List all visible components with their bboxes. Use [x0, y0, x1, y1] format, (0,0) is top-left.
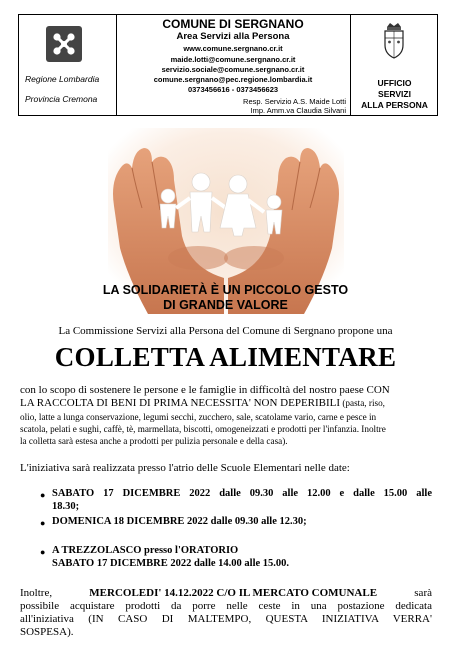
letterhead-left-cell	[19, 15, 117, 115]
comune-name: COMUNE DI SERGNANO	[162, 17, 304, 31]
bullet-icon: ●	[40, 490, 46, 500]
region-name: Regione Lombardia	[25, 74, 100, 84]
office-label-2: SERVIZI	[378, 89, 411, 99]
email-link-2[interactable]: servizio.sociale@comune.sergnano.cr.it	[161, 65, 305, 74]
body-line-4: scatola, pelati e sughi, caffè, tè, marmellata, biscotti, omogeneizzati e prodotti per l'infanzia. Inoltre	[20, 424, 386, 434]
market-line-3: all'iniziativa (IN CASO DI MALTEMPO, QUESTA INIZIATIVA VERRA'	[20, 613, 432, 625]
date-item-3-time: SABATO 17 DICEMBRE 2022 dalle 14.00 alle 15.00.	[52, 557, 290, 569]
email-link-1[interactable]: maide.lotti@comune.sergnano.cr.it	[170, 55, 296, 64]
website-link[interactable]: www.comune.sergnano.cr.it	[183, 44, 283, 53]
area-name: Area Servizi alla Persona	[176, 31, 290, 42]
market-line-4: SOSPESA).	[20, 626, 74, 638]
bullet-icon: ●	[40, 518, 46, 528]
slogan-line-1: LA SOLIDARIETÀ È UN PICCOLO GESTO	[102, 283, 349, 297]
bullet-icon: ●	[40, 547, 46, 557]
body-items-start: (pasta, riso,	[340, 398, 385, 408]
date-item-1-end: 18.30;	[52, 500, 80, 512]
province-name: Provincia Cremona	[25, 94, 98, 104]
date-item-1	[52, 488, 432, 513]
slogan-line-2: DI GRANDE VALORE	[163, 298, 288, 312]
body-highlight: LA RACCOLTA DI BENI DI PRIMA NECESSITA' NON DEPERIBILI	[20, 397, 341, 409]
letterhead-right-cell	[350, 15, 438, 115]
region-logo-icon	[46, 26, 82, 62]
market-line-2: possibile acquistare prodotti da porre nelle ceste in una postazione dedicata	[20, 600, 432, 612]
municipal-crest-icon	[381, 21, 407, 61]
pec-link[interactable]: comune.sergnano@pec.regione.lombardia.it	[153, 75, 313, 84]
office-label-1: UFFICIO	[377, 78, 412, 88]
date-item-2: DOMENICA 18 DICEMBRE 2022 dalle 09.30 alle 12.30;	[52, 516, 307, 527]
date-item-3	[52, 545, 432, 570]
administrative-employee: Imp. Amm.va Claudia Silvani	[250, 106, 346, 115]
page-title: COLLETTA ALIMENTARE	[54, 342, 397, 372]
body-line-1: con lo scopo di sostenere le persone e le famiglie in difficoltà del nostro paese CON	[20, 384, 390, 396]
letterhead	[18, 14, 438, 116]
office-label-3: ALLA PERSONA	[361, 100, 428, 110]
body-line-3: olio, latte a lunga conservazione, legumi secchi, zucchero, sale, scatolame vario, carne e pesce in	[20, 412, 377, 422]
body-line-2	[20, 397, 432, 410]
market-verb: sarà	[414, 587, 432, 599]
market-line-1	[20, 587, 432, 600]
service-manager: Resp. Servizio A.S. Maide Lotti	[243, 97, 346, 106]
date-item-1-text: SABATO 17 DICEMBRE 2022 dalle 09.30 alle 12.00 e dalle 15.00 alle	[52, 488, 432, 499]
market-date-place: MERCOLEDI' 14.12.2022 C/O IL MERCATO COMUNALE	[89, 587, 378, 599]
phone-numbers: 0373456616 - 0373456623	[187, 85, 279, 94]
body-line-5: la colletta sarà estesa anche a prodotti per pulizia personale e della casa).	[20, 436, 288, 446]
intro-sentence: La Commissione Servizi alla Persona del Comune di Sergnano propone una	[58, 325, 393, 337]
letterhead-center-cell	[116, 15, 350, 115]
location-sentence: L'iniziativa sarà realizzata presso l'atrio delle Scuole Elementari nelle date:	[20, 462, 350, 474]
market-lead: Inoltre,	[20, 587, 53, 599]
date-item-3-location: A TREZZOLASCO presso l'ORATORIO	[52, 545, 239, 556]
